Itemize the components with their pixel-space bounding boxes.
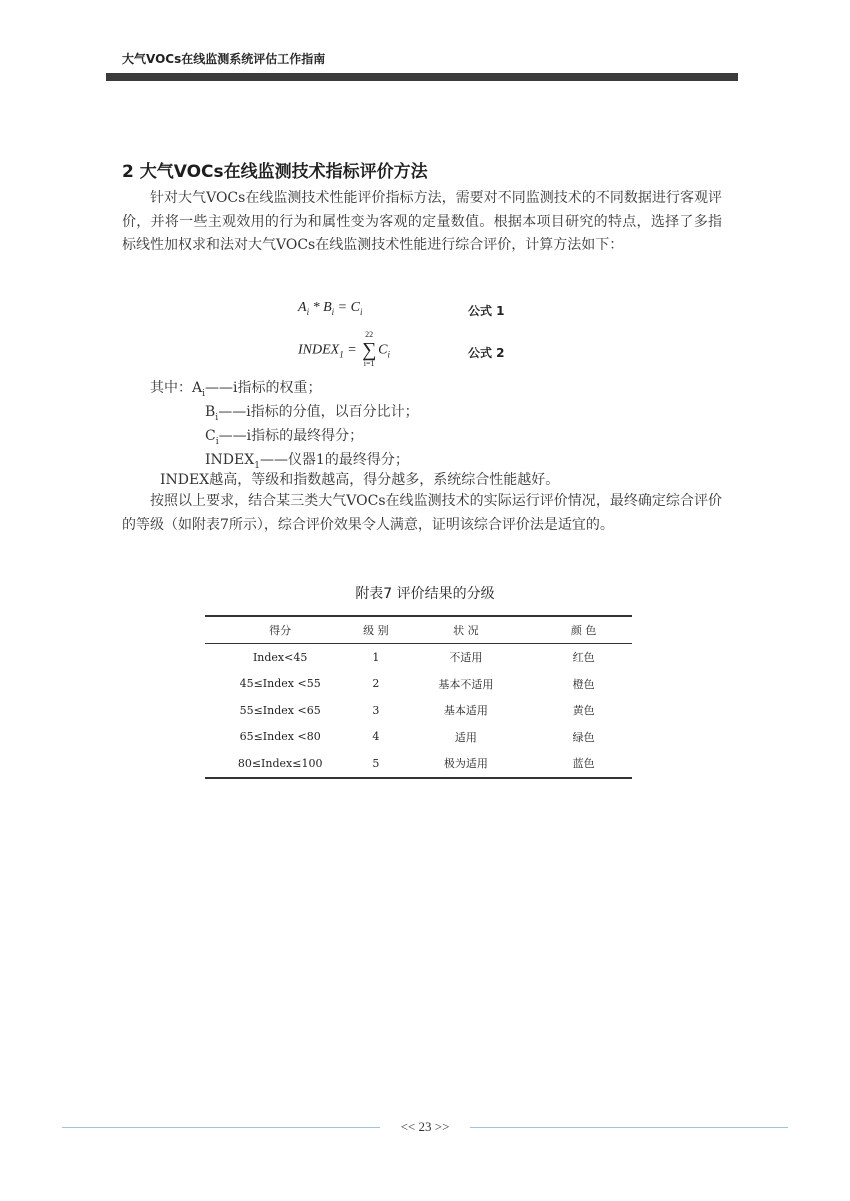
summation bbox=[362, 330, 377, 368]
summation-upper-limit: 22 bbox=[365, 330, 374, 339]
formula-1-b-sub: i bbox=[331, 306, 335, 317]
definition-c-text: ——i指标的最终得分； bbox=[218, 428, 364, 444]
formula-1-c-sub: i bbox=[359, 306, 363, 317]
formula-1-b: B bbox=[323, 300, 332, 315]
cell-status: 不适用 bbox=[449, 651, 483, 665]
footer-divider-right bbox=[470, 1127, 788, 1128]
header-rule bbox=[106, 73, 738, 81]
definition-b-text: ——i指标的分值，以百分比计； bbox=[218, 404, 419, 420]
conclusion-paragraph: 按照以上要求，结合某三类大气VOCs在线监测技术的实际运行评价情况，最终确定综合评价的等级（如附表7所示），综合评价效果令人满意，证明该综合评价法是适宜的。 bbox=[122, 493, 722, 533]
cell-score: 55≤Index <65 bbox=[239, 703, 321, 717]
intro-paragraph: 针对大气VOCs在线监测技术性能评价指标方法，需要对不同监测技术的不同数据进行客观评价，并将一些主观效用的行为和属性变为客观的定量数值。根据本项目研究的特点，选择了多指标线性加权求和法对大气VOCs在线监测技术性能进行综合评价，计算方法如下： bbox=[122, 190, 722, 253]
table-row bbox=[205, 671, 632, 698]
cell-color: 黄色 bbox=[572, 704, 595, 718]
cell-score: 65≤Index <80 bbox=[239, 730, 321, 744]
definition-a-sub: i bbox=[202, 388, 206, 399]
table-row bbox=[205, 750, 632, 778]
cell-level: 4 bbox=[372, 730, 380, 744]
table-header-row bbox=[205, 616, 632, 644]
definition-c-symbol: C bbox=[205, 428, 216, 444]
table-caption: 附表7 评价结果的分级 bbox=[355, 586, 495, 602]
cell-color: 蓝色 bbox=[535, 750, 632, 778]
definition-c bbox=[205, 425, 363, 447]
formula-2-lhs: INDEX bbox=[298, 342, 340, 358]
page-number: << 23 >> bbox=[400, 1119, 450, 1134]
footer-divider-left bbox=[62, 1127, 380, 1128]
cell-status: 极为适用 bbox=[397, 750, 536, 778]
definition-a-text: ——i指标的权重； bbox=[205, 380, 322, 396]
definition-index bbox=[205, 449, 409, 471]
formula-1 bbox=[298, 300, 362, 317]
header-score: 得分 bbox=[205, 616, 355, 644]
formula-1-label: 公式 1 bbox=[468, 304, 505, 318]
formula-1-op: * bbox=[309, 300, 324, 315]
cell-status: 适用 bbox=[454, 730, 477, 744]
definition-index-sub: 1 bbox=[254, 460, 260, 471]
running-header-title: 大气VOCs在线监测系统评估工作指南 bbox=[122, 52, 326, 66]
formula-1-c: C bbox=[350, 300, 360, 315]
definition-a-symbol: A bbox=[192, 380, 203, 396]
formula-2-label: 公式 2 bbox=[468, 346, 505, 360]
cell-color: 绿色 bbox=[572, 730, 595, 744]
cell-level: 2 bbox=[372, 677, 380, 691]
summation-lower-limit: i=1 bbox=[363, 359, 375, 368]
grading-table bbox=[205, 615, 632, 779]
table-row bbox=[205, 697, 632, 724]
formula-2-eq: = bbox=[343, 342, 361, 358]
cell-score: 45≤Index <55 bbox=[239, 677, 321, 691]
formula-2-c-sub: i bbox=[387, 349, 391, 360]
definition-index-text: ——仪器1的最终得分； bbox=[259, 452, 409, 468]
definition-b-symbol: B bbox=[205, 404, 216, 420]
cell-level: 5 bbox=[355, 750, 396, 778]
definition-index-symbol: INDEX bbox=[205, 452, 255, 468]
formula-2 bbox=[298, 330, 391, 368]
header-level: 级 别 bbox=[355, 616, 396, 644]
table-row bbox=[205, 724, 632, 751]
cell-status: 基本不适用 bbox=[438, 677, 494, 691]
formula-1-a: A bbox=[298, 300, 307, 315]
definition-b-sub: i bbox=[215, 412, 219, 423]
cell-level: 3 bbox=[372, 703, 380, 717]
definition-b bbox=[205, 401, 419, 423]
table-row bbox=[205, 644, 632, 671]
section-heading: 2 大气VOCs在线监测技术指标评价方法 bbox=[122, 162, 428, 182]
header-color: 颜 色 bbox=[535, 616, 632, 644]
summation-icon: ∑ bbox=[362, 339, 377, 361]
formula-1-a-sub: i bbox=[306, 306, 310, 317]
formula-2-lhs-sub: 1 bbox=[339, 349, 344, 360]
header-status: 状 况 bbox=[397, 616, 536, 644]
index-explanation: INDEX越高，等级和指数越高，得分越多，系统综合性能越好。 bbox=[160, 472, 560, 488]
definition-a bbox=[150, 377, 322, 399]
cell-status: 基本适用 bbox=[443, 704, 488, 718]
cell-color: 红色 bbox=[572, 651, 595, 665]
cell-level: 1 bbox=[372, 650, 380, 664]
formula-1-eq: = bbox=[334, 300, 351, 315]
cell-color: 橙色 bbox=[572, 677, 595, 691]
definition-c-sub: i bbox=[215, 436, 219, 447]
cell-score: 80≤Index≤100 bbox=[205, 750, 355, 778]
cell-score: Index<45 bbox=[252, 650, 308, 664]
definition-prefix: 其中： bbox=[150, 380, 192, 396]
formula-2-c: C bbox=[378, 342, 388, 358]
